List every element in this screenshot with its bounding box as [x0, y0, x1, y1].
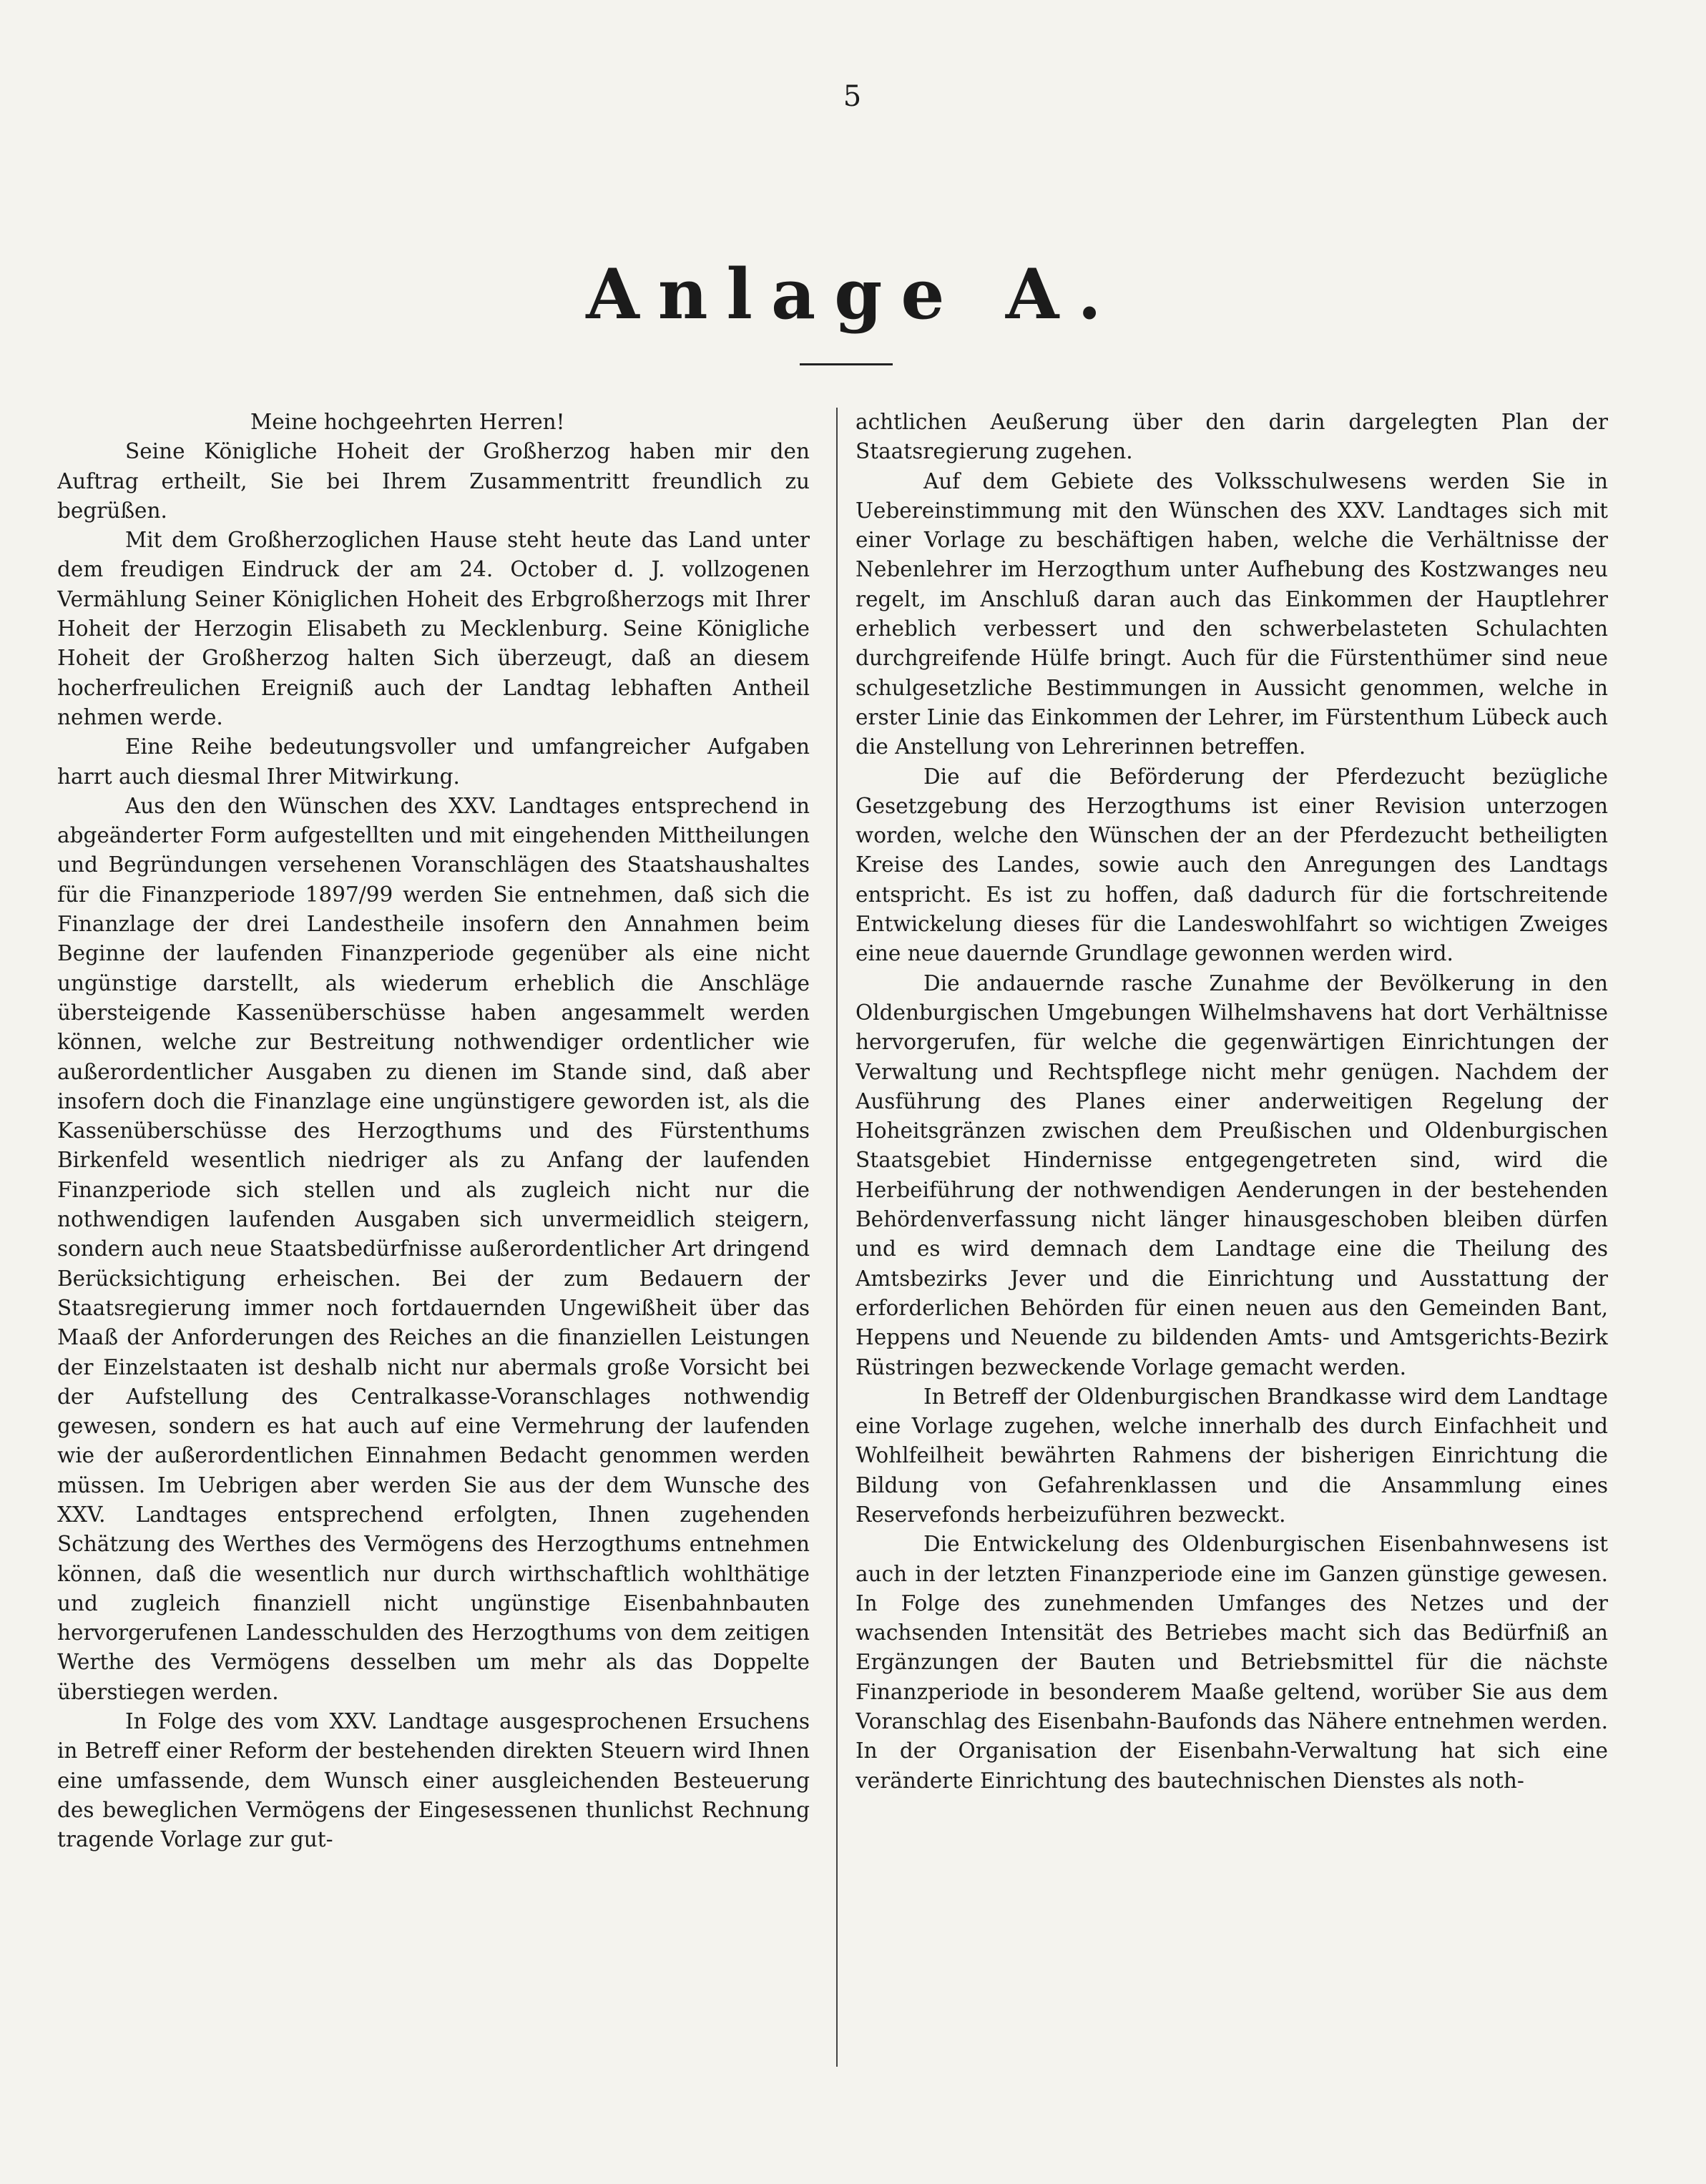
title-divider — [800, 363, 893, 365]
paragraph: Die andauernde rasche Zunahme der Bevölkerung in den Oldenburgischen Umgebungen Wilhelmshavens hat dort Verhältnisse hervorgerufen, für welche die gegenwärtigen Einrichtungen der Verwaltung und Rechtspflege nicht mehr genügen. Nachdem der Ausführung des Planes einer anderweitigen Regelung der Hoheitsgränzen zwischen dem Preußischen und Oldenburgischen Staatsgebiet Hindernisse entgegengetreten sind, wird die Herbeiführung der nothwendigen Aenderungen in der bestehenden Behördenverfassung nicht länger hinausgeschoben bleiben dürfen und es wird demnach dem Landtage eine die Theilung des Amtsbezirks Jever und die Einrichtung und Ausstattung der erforderlichen Behörden für einen neuen aus den Gemeinden Bant, Heppens und Neuende zu bildenden Amts- und Amtsgerichts-Bezirk Rüstringen bezweckende Vorlage gemacht werden. — [856, 970, 1608, 1379]
page-title: Anlage A. — [586, 254, 1120, 335]
paragraph: In Betreff der Oldenburgischen Brandkasse wird dem Landtage eine Vorlage zugehen, welche innerhalb des durch Einfachheit und Wohlfeilheit bewährten Rahmens der bisherigen Einrichtung die Bildung von Gefahrenklassen und die Ansammlung eines Reservefonds herbeizuführen bezweckt. — [856, 1384, 1608, 1527]
paragraph: Aus den den Wünschen des XXV. Landtages entsprechend in abgeänderter Form aufgestellten und mit eingehenden Mittheilungen und Begründungen versehenen Voranschlägen des Staatshaushaltes für die Finanzperiode 1897/99 werden Sie entnehmen, daß sich die Finanzlage der drei Landestheile insofern den Annahmen beim Beginne der laufenden Finanzperiode gegenüber als eine nicht ungünstige darstellt, als wiederum erheblich die Anschläge übersteigende Kassenüberschüsse haben angesammelt werden können, welche zur Bestreitung nothwendiger ordentlicher wie außerordentlicher Ausgaben zu dienen im Stande sind, daß aber insofern doch die Finanzlage eine ungünstigere geworden ist, als die Kassenüberschüsse des Herzogthums und des Fürstenthums Birkenfeld wesentlich niedriger als zu Anfang der laufenden Finanzperiode sich stellen und als zugleich nicht nur die nothwendigen laufenden Ausgaben sich unvermeidlich steigern, sondern auch neue Staatsbedürfnisse außerordentlicher Art dringend Berücksichtigung erheischen. Bei der zum Bedauern der Staatsregierung immer noch fortdauernden Ungewißheit über das Maaß der Anforderungen des Reiches an die finanziellen Leistungen der Einzelstaaten ist deshalb nicht nur abermals große Vorsicht bei der Aufstellung des Centralkasse-Voranschlages nothwendig gewesen, sondern es hat auch auf eine Vermehrung der laufenden wie der außerordentlichen Einnahmen Bedacht genommen werden müssen. Im Uebrigen aber werden Sie aus der dem Wunsche des XXV. Landtages entsprechend erfolgten, Ihnen zugehenden Schätzung des Werthes des Vermögens des Herzogthums entnehmen können, daß die wesentlich nur durch wirthschaftlich wohlthätige und zugleich finanziell nicht ungünstige Eisenbahnbauten hervorgerufenen Landesschulden des Herzogthums von dem zeitigen Werthe des Vermögens desselben um mehr als das Doppelte überstiegen werden. — [57, 793, 810, 1704]
page-number: 5 — [843, 80, 863, 113]
paragraph: Mit dem Großherzoglichen Hause steht heute das Land unter dem freudigen Eindruck der am 24. October d. J. vollzogenen Vermählung Seiner Königlichen Hoheit des Erbgroßherzogs mit Ihrer Hoheit der Herzogin Elisabeth zu Mecklenburg. Seine Königliche Hoheit der Großherzog halten Sich überzeugt, daß an diesem hocherfreulichen Ereigniß auch der Landtag lebhaften Antheil nehmen werde. — [57, 528, 810, 729]
paragraph: Die auf die Beförderung der Pferdezucht bezügliche Gesetzgebung des Herzogthums ist einer Revision unterzogen worden, welche den Wünschen der an der Pferdezucht betheiligten Kreise des Landes, sowie auch den Anregungen des Landtags entspricht. Es ist zu hoffen, daß dadurch für die fortschreitende Entwickelung dieses für die Landeswohlfahrt so wichtigen Zweiges eine neue dauernde Grundlage gewonnen werden wird. — [856, 764, 1608, 966]
paragraph: In Folge des vom XXV. Landtage ausgesprochenen Ersuchens in Betreff einer Reform der bestehenden direkten Steuern wird Ihnen eine umfassende, dem Wunsch einer ausgleichenden Besteuerung des beweglichen Vermögens der Eingesessenen thunlichst Rechnung tragende Vorlage zur gut- — [57, 1709, 810, 1852]
paragraph: Seine Königliche Hoheit der Großherzog haben mir den Auftrag ertheilt, Sie bei Ihrem Zusammentritt freundlich zu begrüßen. — [57, 439, 810, 523]
salutation: Meine hochgeehrten Herren! — [250, 410, 565, 434]
column-divider — [836, 408, 838, 2067]
paragraph: Auf dem Gebiete des Volksschulwesens werden Sie in Uebereinstimmung mit den Wünschen des XXV. Landtages sich mit einer Vorlage zu beschäftigen haben, welche die Verhältnisse der Nebenlehrer im Herzogthum unter Aufhebung des Kostzwanges neu regelt, im Anschluß daran auch das Einkommen der Hauptlehrer erheblich verbessert und den schwerbelasteten Schulachten durchgreifende Hülfe bringt. Auch für die Fürstenthümer sind neue schulgesetzliche Bestimmungen in Aussicht genommen, welche in erster Linie das Einkommen der Lehrer, im Fürstenthum Lübeck auch die Anstellung von Lehrerinnen betreffen. — [856, 468, 1608, 759]
paragraph: Eine Reihe bedeutungsvoller und umfangreicher Aufgaben harrt auch diesmal Ihrer Mitwirkung. — [57, 734, 810, 789]
right-column — [856, 408, 1608, 2052]
paragraph-continuation: achtlichen Aeußerung über den darin dargelegten Plan der Staatsregierung zugehen. — [856, 410, 1608, 464]
paragraph: Die Entwickelung des Oldenburgischen Eisenbahnwesens ist auch in der letzten Finanzperiode eine im Ganzen günstige gewesen. In Folge des zunehmenden Umfanges des Netzes und der wachsenden Intensität des Betriebes macht sich das Bedürfniß an Ergänzungen der Bauten und Betriebsmittel für die nächste Finanzperiode in besonderem Maaße geltend, worüber Sie aus dem Voranschlag des Eisenbahn-Baufonds das Nähere entnehmen werden. In der Organisation der Eisenbahn-Verwaltung hat sich eine veränderte Einrichtung des bautechnischen Dienstes als noth- — [856, 1532, 1608, 1793]
left-column — [57, 408, 810, 2052]
